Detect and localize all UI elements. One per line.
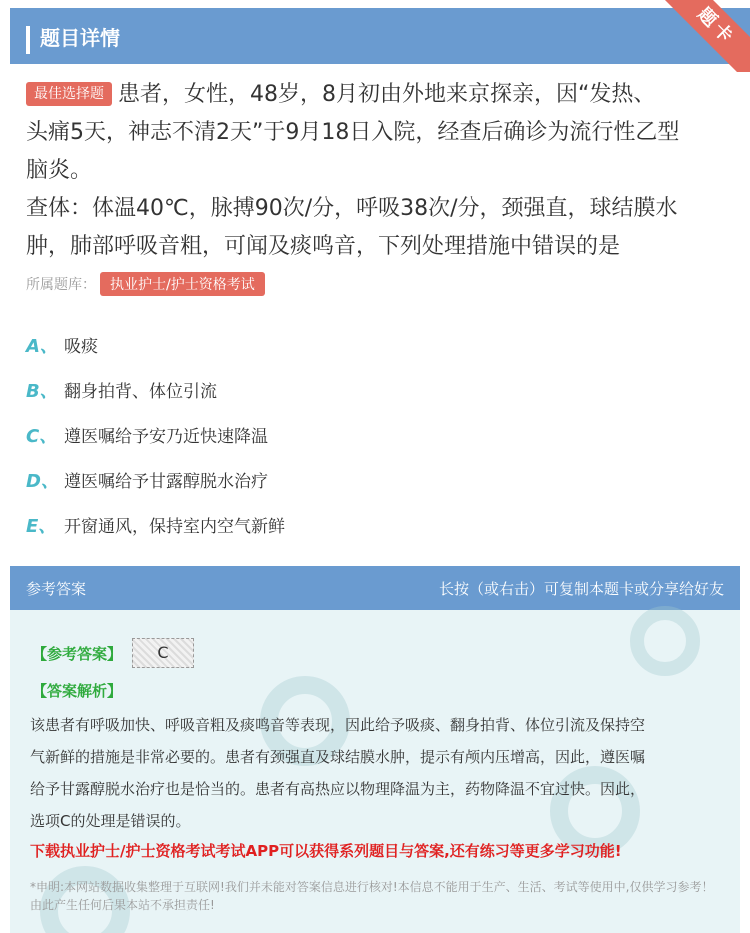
app-download-promo[interactable]: 下载执业护士/护士资格考试考试APP可以获得系列题目与答案,还有练习等更多学习功能! [30,842,622,860]
option-text: 翻身拍背、体位引流 [64,382,217,402]
analysis-line: 气新鲜的措施是非常必要的。患者有颈强直及球结膜水肿，提示有颅内压增高，因此，遵医嘱 [30,748,646,766]
answer-label: 【参考答案】 [32,644,123,663]
library-tag[interactable]: 执业护士/护士资格考试 [100,272,265,296]
question-line: 头痛5天，神志不清2天”于9月18日入院，经查后确诊为流行性乙型 [26,120,680,145]
question-line: 查体：体温40℃，脉搏90次/分，呼吸38次/分，颈强直，球结膜水 [26,196,678,221]
option-c[interactable] [26,412,285,457]
option-a[interactable] [26,322,285,367]
answer-header-title: 参考答案 [26,579,87,598]
question-line: 脑炎。 [26,158,93,183]
option-text: 吸痰 [64,337,98,357]
question-line: 最佳选择题 患者，女性，48岁，8月初由外地来京探亲，因“发热、 [26,76,736,114]
question-type-tag: 最佳选择题 [26,82,112,106]
library-label: 所属题库： [26,277,96,293]
option-letter: D、 [26,470,59,492]
option-text: 开窗通风，保持室内空气新鲜 [64,517,285,537]
corner-badge: 题卡 [662,0,750,72]
header-accent-bar [26,26,30,54]
corner-ribbon [654,0,750,72]
copy-share-hint[interactable]: 长按（或右击）可复制本题卡或分享给好友 [438,579,724,598]
answer-header [10,566,740,610]
question-stem [26,76,736,266]
reference-answer [32,638,194,668]
analysis-line: 选项C的处理是错误的。 [30,812,191,830]
analysis-line: 该患者有呼吸加快、呼吸音粗及痰鸣音等表现，因此给予吸痰、翻身拍背、体位引流及保持空 [30,716,646,734]
disclaimer-text: *申明:本网站数据收集整理于互联网!我们并未能对答案信息进行核对!本信息不能用于生产、生活、考试等使用中,仅供学习参考！由此产生任何后果本站不承担责任! [30,880,714,912]
option-letter: C、 [26,425,58,447]
answer-panel [10,566,740,933]
option-e[interactable] [26,502,285,547]
page-header [10,8,750,64]
options-list [26,322,285,547]
option-letter: A、 [26,335,58,357]
answer-value[interactable]: C [132,638,194,668]
analysis-label: 【答案解析】 [32,682,123,700]
option-letter: B、 [26,380,58,402]
option-text: 遵医嘱给予安乃近快速降温 [64,427,268,447]
option-text: 遵医嘱给予甘露醇脱水治疗 [64,472,268,492]
question-library [26,272,265,296]
option-letter: E、 [26,515,57,537]
analysis-text [30,709,720,837]
analysis-line: 给予甘露醇脱水治疗也是恰当的。患者有高热应以物理降温为主，药物降温不宜过快。因此， [30,780,646,798]
option-b[interactable] [26,367,285,412]
option-d[interactable] [26,457,285,502]
question-line: 肿，肺部呼吸音粗，可闻及痰鸣音，下列处理措施中错误的是 [26,234,621,259]
page-title: 题目详情 [40,26,120,50]
watermark-logo-icon [630,606,700,676]
